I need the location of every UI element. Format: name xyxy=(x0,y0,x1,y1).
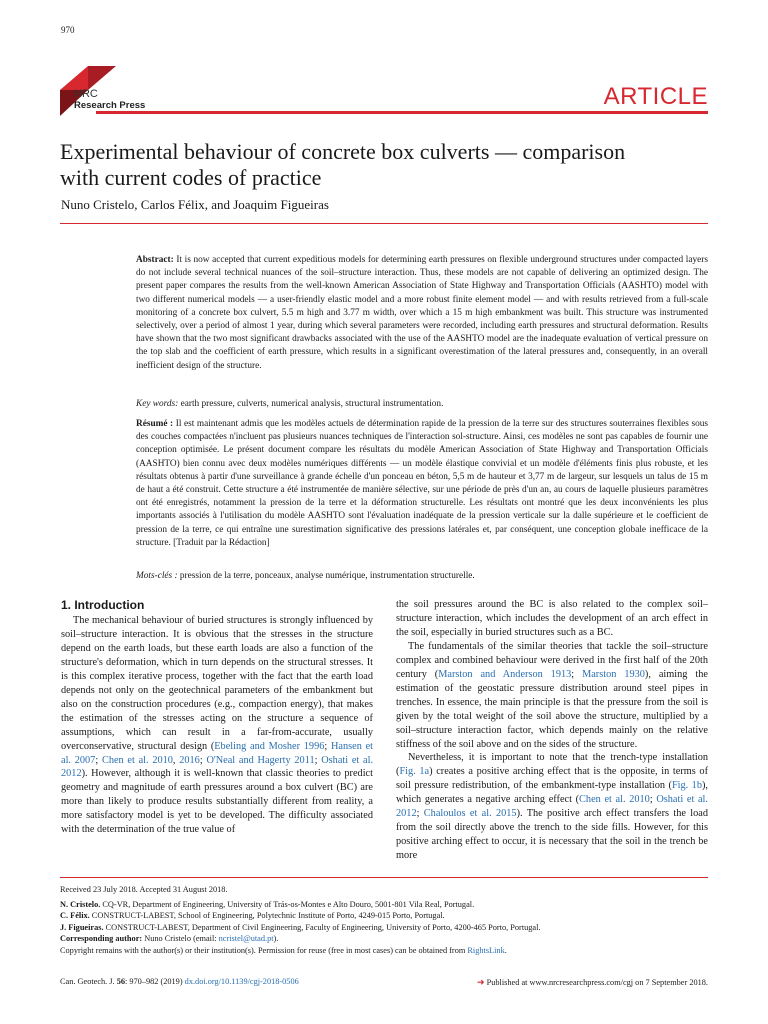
footnotes xyxy=(60,884,708,957)
keywords: Key words: earth pressure, culverts, numerical analysis, structural instrumentation. xyxy=(136,399,444,409)
resume-label: Résumé : xyxy=(136,419,174,429)
author-list: Nuno Cristelo, Carlos Félix, and Joaquim Figueiras xyxy=(61,197,329,212)
resume xyxy=(136,418,708,550)
paper-title: Experimental behaviour of concrete box culverts — comparison with current codes of practice xyxy=(60,139,626,190)
intro-paragraph-1: The mechanical behaviour of buried structures is strongly influenced by soil–structure interaction. It is obvious that the stresses in the structure depend on the earth loads, but these earth loads are also a function of the structure's deformation, which in turn depends on the structural stresses. It is this complex iterative process, together with the fact that the earth load depends not only on the geotechnical parameters of the embankment but also on the construction procedures (e.g., compaction energy), that makes the estimation of the stresses acting on the structure a sequence of assumptions, which can result in a far-from-accurate, usually overconservative, structural design (Ebeling and Mosher 1996; Hansen et al. 2007; Chen et al. 2010, 2016; O'Neal and Hagerty 2011; Oshati et al. 2012). However, although it is well-known that classic theories to predict geometry and magnitude of earth pressures around a box culvert (BC) are more than likely to produce results substantially different from reality, a more satisfactory model is yet to be developed. The difficulty associated with the determination of the true value of xyxy=(61,615,374,836)
citation-link[interactable]: Hansen et al. 2007 xyxy=(61,740,374,766)
citation-link[interactable]: Ebeling and Mosher 1996 xyxy=(214,740,325,752)
citation-link[interactable]: Chen et al. 2010 xyxy=(579,794,650,806)
citation-link[interactable]: 2016 xyxy=(179,754,200,766)
affiliation: J. Figueiras. CONSTRUCT-LABEST, Department of Civil Engineering, Faculty of Engineering, University of Porto, 4200-465 Porto, Portugal. xyxy=(60,922,541,932)
figure-link[interactable]: Fig. 1b xyxy=(671,780,702,792)
left-column xyxy=(61,614,373,837)
figure-link[interactable]: Fig. 1a xyxy=(399,766,430,778)
rightslink-link[interactable]: RightsLink xyxy=(467,945,505,955)
journal-citation: Can. Geotech. J. 56: 970–982 (2019) dx.doi.org/10.1139/cgj-2018-0506 xyxy=(60,977,299,986)
affiliation: N. Cristelo. CQ-VR, Department of Engineering, University of Trás-os-Montes e Alto Douro, 5001-801 Vila Real, Portugal. xyxy=(60,899,475,909)
corresponding-author: Corresponding author: Nuno Cristelo (email: ncristel@utad.pt). xyxy=(60,934,279,944)
received-dates: Received 23 July 2018. Accepted 31 August 2018. xyxy=(60,885,228,894)
doi-link[interactable]: dx.doi.org/10.1139/cgj-2018-0506 xyxy=(184,977,299,986)
citation-link[interactable]: Marston 1930 xyxy=(582,668,645,680)
page-number: 970 xyxy=(61,25,75,35)
citation-link[interactable]: Oshati et al. 2012 xyxy=(61,754,374,780)
mots-cles: Mots-clés : pression de la terre, ponceaux, analyse numérique, instrumentation structurelle. xyxy=(136,571,475,581)
article-label: ARTICLE xyxy=(603,83,708,110)
published-notice: ➜ Published at www.nrcresearchpress.com/cgj on 7 September 2018. xyxy=(477,977,708,987)
abstract xyxy=(136,254,708,373)
publisher-name: NRC Research Press xyxy=(74,88,146,111)
citation-link[interactable]: Chaloulos et al. 2015 xyxy=(423,808,517,820)
abstract-label: Abstract: xyxy=(136,255,174,265)
title-rule xyxy=(60,223,708,224)
citation-link[interactable]: O'Neal and Hagerty 2011 xyxy=(206,754,315,766)
copyright-notice: Copyright remains with the author(s) or their institution(s). Permission for reuse (free in most cases) can be obtained from RightsLink. xyxy=(60,945,507,955)
abstract-text: It is now accepted that current expeditious models for determining earth pressures on flexible underground structures under compacted layers do not include several technical nuances of the soil–structure interaction. Thus, these models are not capable of delivering an optimized design. The present paper compares the results from the well-known American Association of State Highway and Transportation Officials (AASHTO) model with two different numerical models — a user-friendly elastic model and a more robust finite element model — and with results retrieved from a full-scale monitoring of a concrete box culvert, 5.5 m high and 3.77 m width, over which a 15 m high embankment was built. This structure was instrumented selectively, over a period of almost 1 year, during which several parameters were recorded, including earth pressures and structural deformation. Results have shown that the two most significant drawbacks associated with the use of the AASHTO model are the inadequate evaluation of vertical pressure on the top slab and the coefficient of earth pressure, which results in a significant overestimation of the lateral pressures and, consequently, in an overall inefficient design of the structure. xyxy=(136,255,708,371)
resume-text: Il est maintenant admis que les modèles actuels de détermination rapide de la pression de la terre sur des structures souterraines flexibles sous des couches compactées n'incluent pas plusieurs nuances techniques de l'interaction sol-structure. Ainsi, ces modèles ne sont pas capables de fournir une conception optimisée. Le présent document compare les résultats du modèle American Association of State Highway and Transportation Officials (AASHTO) bien connu avec deux modèles numériques différents — un modèle élastique convivial et un modèle d'éléments finis plus robuste, et les résultats obtenus à partir d'une surveillance à grande échelle d'un ponceau en béton, 5,5 m de hauteur et 3,77 m de largeur, sur lesquels un talus de 15 m de haut a été construit. Cette structure a été instrumentée de manière sélective, sur une période de près d'un an, au cours de laquelle plusieurs paramètres ont été enregistrés, notamment la pression de la terre et la déformation structurelle. Les résultats ont montré que les deux inconvénients les plus importants associés à l'utilisation du modèle AASHTO sont l'évaluation inadéquate de la pression verticale sur la dalle supérieure et le coefficient de pression de la terre, ce qui entraîne une surestimation significative des pressions latérales et, par conséquent, une conception globale inefficace de la structure. [Traduit par la Rédaction] xyxy=(136,419,708,548)
affiliation: C. Félix. CONSTRUCT-LABEST, School of Engineering, Polytechnic Institute of Porto, 4249-015 Porto, Portugal. xyxy=(60,911,445,921)
arrow-icon: ➜ xyxy=(477,977,485,987)
intro-paragraph-3: Nevertheless, it is important to note that the trench-type installation (Fig. 1a) creates a positive arching effect that is the opposite, in terms of soil pressure redistribution, of the embankment-type installation (Fig. 1b), which generates a negative arching effect (Chen et al. 2010; Oshati et al. 2012; Chaloulos et al. 2015). The positive arch effect transfers the load from the soil directly above the trench to the side fills. However, for this positive arching effect to occur, it is necessary that the soil in the trench be more xyxy=(396,752,709,862)
email-link[interactable]: ncristel@utad.pt xyxy=(218,934,274,944)
header-rule xyxy=(96,111,708,114)
right-column xyxy=(396,598,708,863)
citation-link[interactable]: Marston and Anderson 1913 xyxy=(438,668,572,680)
citation-link[interactable]: Chen et al. 2010 xyxy=(101,754,173,766)
footnote-rule xyxy=(60,877,708,878)
intro-paragraph-2: The fundamentals of the similar theories that tackle the soil–structure complex and combined behaviour were derived in the first half of the 20th century (Marston and Anderson 1913; Marston 1930), aiming the estimation of the geostatic pressure distribution around steel pipes in trenches. In essence, the main principle is that the pressure from the soil is given by the total weight of the soil above the structure, multiplied by a soil–structure interaction factor, which depends mainly on the relative stiffness of the soil above and on the sides of the structure. xyxy=(396,640,708,750)
section-heading: 1. Introduction xyxy=(61,598,145,612)
citation-link[interactable]: Oshati et al. 2012 xyxy=(396,794,708,820)
intro-paragraph-continued: the soil pressures around the BC is also related to the complex soil–structure interaction, which includes the development of an arch effect in the soil, especially in buried structures such as a BC. xyxy=(396,599,708,638)
